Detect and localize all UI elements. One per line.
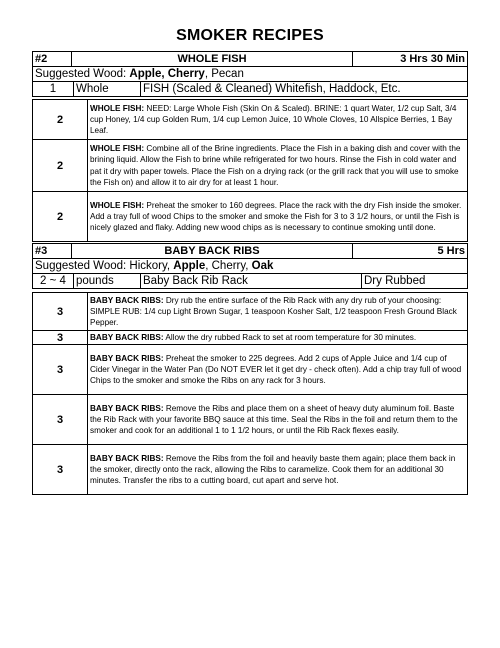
step-row (33, 192, 468, 242)
recipe-name: WHOLE FISH (72, 52, 353, 67)
step-number: 3 (33, 395, 88, 445)
recipe-time: 5 Hrs (353, 244, 468, 259)
meta-unit: pounds (74, 274, 141, 289)
suggested-wood: Suggested Wood: Apple, Cherry, Pecan (33, 67, 468, 82)
step-text: WHOLE FISH: Preheat the smoker to 160 degrees. Place the rack with the dry Fish inside the smoker. Add a tray full of wood Chips to the smoker and smoke the Fish for 3 to 3 1/2 hours, or until the Fish is nicely glazed and flaky. Adding new wood chips as is necessary to continue smoking until done. (88, 192, 468, 242)
step-number: 2 (33, 100, 88, 140)
recipe-wood-fish (32, 66, 468, 82)
recipe-steps-ribs (32, 292, 468, 495)
step-row (33, 445, 468, 495)
recipe-number: #2 (33, 52, 72, 67)
recipe-header-fish (32, 51, 468, 67)
page-title: SMOKER RECIPES (176, 27, 324, 44)
step-text: BABY BACK RIBS: Preheat the smoker to 225 degrees. Add 2 cups of Apple Juice and 1/4 cup of Cider Vinegar in the Water Pan (Do NOT EVER let it get dry - check often). Add a chip tray full of wood Chips to the smoker and smoke the Ribs on any rack for 3 hours. (88, 345, 468, 395)
step-number: 3 (33, 293, 88, 331)
step-row (33, 293, 468, 331)
recipe-header-ribs (32, 243, 468, 259)
step-text: BABY BACK RIBS: Remove the Ribs from the foil and heavily baste them again; place them back in the smoker, directly onto the rack, allowing the Ribs to caramelize. Cook them for an additional 30 minutes. Transfer the ribs to a cutting board, cut apart and serve hot. (88, 445, 468, 495)
step-text: WHOLE FISH: Combine all of the Brine ingredients. Place the Fish in a baking dish and cover with the brining liquid. Allow the Fish to brine while refrigerated for two hours. Rinse the Fish in cold water and pat it dry with paper towels. Place the Fish on a drying rack (or the grill rack that you will use to smoke the Fish on) and allow it to air dry for at least 1 hour. (88, 140, 468, 192)
step-text: BABY BACK RIBS: Allow the dry rubbed Rack to set at room temperature for 30 minutes. (88, 331, 468, 345)
step-row (33, 100, 468, 140)
meta-description: FISH (Scaled & Cleaned) Whitefish, Haddock, Etc. (141, 82, 468, 97)
recipe-meta-ribs (32, 273, 468, 289)
step-text: BABY BACK RIBS: Dry rub the entire surface of the Rib Rack with any dry rub of your choosing: SIMPLE RUB: 1/4 cup Light Brown Sugar, 1 teaspoon Kosher Salt, 1/2 teaspoon Fresh Ground Black Pepper. (88, 293, 468, 331)
step-number: 3 (33, 345, 88, 395)
step-number: 2 (33, 192, 88, 242)
meta-description: Baby Back Rib Rack (141, 274, 362, 289)
step-row (33, 345, 468, 395)
recipe-wood-ribs (32, 258, 468, 274)
recipe-meta-fish (32, 81, 468, 97)
step-number: 3 (33, 331, 88, 345)
meta-unit: Whole (74, 82, 141, 97)
step-number: 2 (33, 140, 88, 192)
suggested-wood: Suggested Wood: Hickory, Apple, Cherry, Oak (33, 259, 468, 274)
meta-preparation: Dry Rubbed (362, 274, 468, 289)
recipe-number: #3 (33, 244, 72, 259)
meta-quantity: 1 (33, 82, 74, 97)
meta-quantity: 2 ~ 4 (33, 274, 74, 289)
step-row (33, 395, 468, 445)
step-number: 3 (33, 445, 88, 495)
step-text: WHOLE FISH: NEED: Large Whole Fish (Skin On & Scaled). BRINE: 1 quart Water, 1/2 cup Salt, 3/4 cup Honey, 1/4 cup Golden Rum, 1/4 cup Lemon Juice, 10 Whole Cloves, 10 Allspice Berries, 1 Bay Leaf. (88, 100, 468, 140)
step-row (33, 331, 468, 345)
recipe-steps-fish (32, 99, 468, 242)
step-text: BABY BACK RIBS: Remove the Ribs and place them on a sheet of heavy duty aluminum foil. Baste the Rib Rack with your favorite BBQ sauce at this time. Seal the Ribs in the foil and return them to the smoker and cook for an additional 1 to 1 1/2 hours, or until the Rib Rack flexes easily. (88, 395, 468, 445)
recipe-name: BABY BACK RIBS (72, 244, 353, 259)
recipe-time: 3 Hrs 30 Min (353, 52, 468, 67)
step-row (33, 140, 468, 192)
